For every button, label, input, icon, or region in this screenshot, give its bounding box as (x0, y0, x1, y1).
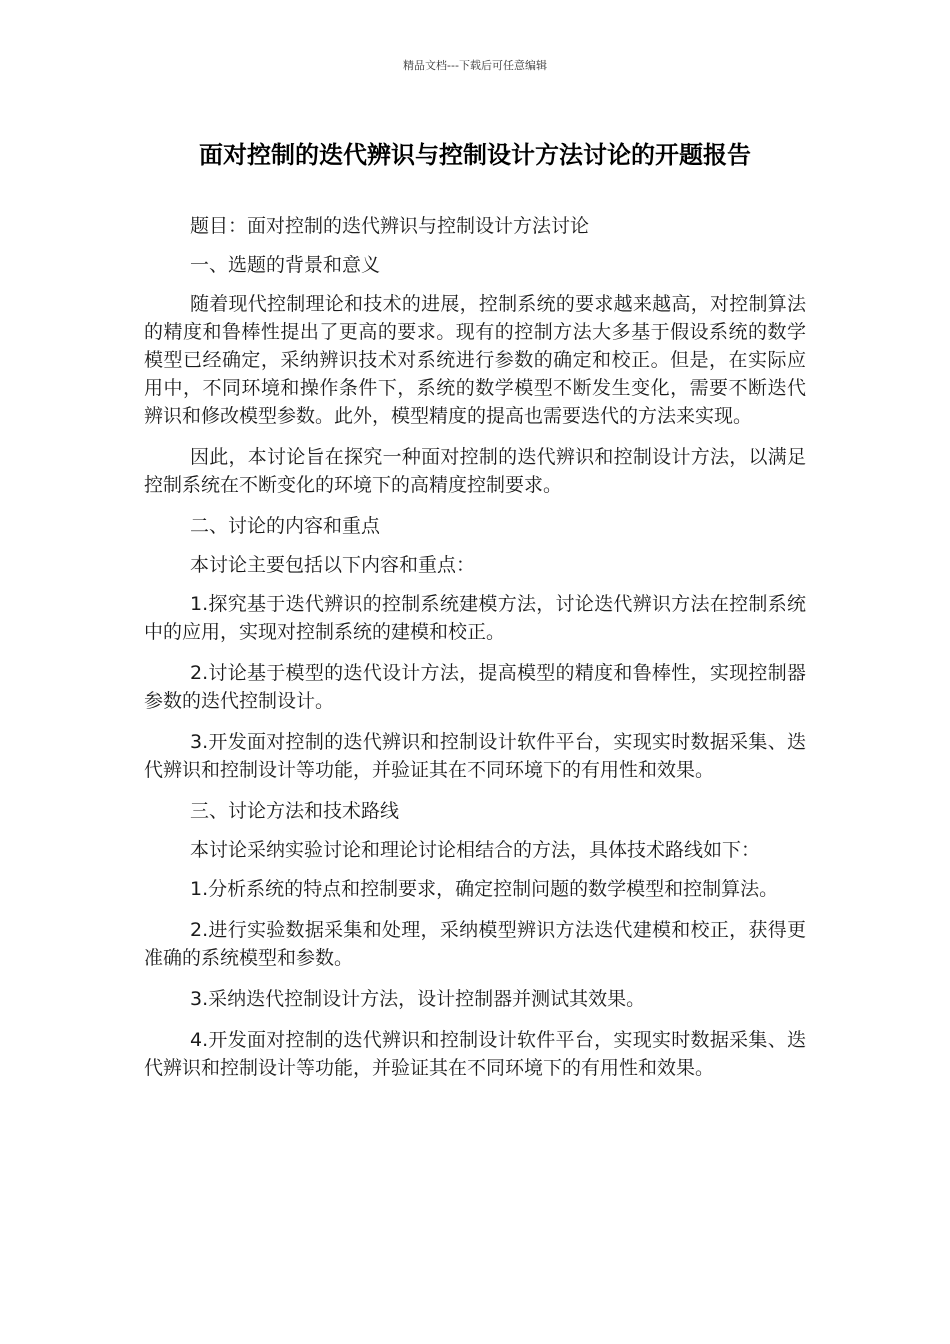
section-heading-background: 一、选题的背景和意义 (190, 254, 381, 276)
topic-line: 题目：面对控制的迭代辨识与控制设计方法讨论 (190, 215, 590, 237)
method-step-3: 3.采纳迭代控制设计方法，设计控制器并测试其效果。 (190, 988, 646, 1010)
section-heading-method: 三、讨论方法和技术路线 (190, 800, 400, 822)
method-step-4: 4.开发面对控制的迭代辨识和控制设计软件平台，实现实时数据采集、迭代辨识和控制设计等功能，并验证其在不同环境下的有用性和效果。 (144, 1029, 806, 1079)
section-heading-content: 二、讨论的内容和重点 (190, 515, 381, 537)
content-item-3: 3.开发面对控制的迭代辨识和控制设计软件平台，实现实时数据采集、迭代辨识和控制设计等功能，并验证其在不同环境下的有用性和效果。 (144, 731, 806, 781)
paragraph-method-intro: 本讨论采纳实验讨论和理论讨论相结合的方法，具体技术路线如下： (190, 839, 761, 861)
content-item-1: 1.探究基于迭代辨识的控制系统建模方法，讨论迭代辨识方法在控制系统中的应用，实现对控制系统的建模和校正。 (144, 593, 806, 643)
content-item-2: 2.讨论基于模型的迭代设计方法，提高模型的精度和鲁棒性，实现控制器参数的迭代控制设计。 (144, 662, 806, 712)
method-step-1: 1.分析系统的特点和控制要求，确定控制问题的数学模型和控制算法。 (190, 878, 779, 900)
document-title: 面对控制的迭代辨识与控制设计方法讨论的开题报告 (199, 141, 751, 169)
paragraph-purpose: 因此，本讨论旨在探究一种面对控制的迭代辨识和控制设计方法，以满足控制系统在不断变化的环境下的高精度控制要求。 (144, 446, 806, 496)
method-step-2: 2.进行实验数据采集和处理，采纳模型辨识方法迭代建模和校正，获得更准确的系统模型和参数。 (144, 919, 806, 969)
document-body (144, 212, 806, 1095)
paragraph-content-intro: 本讨论主要包括以下内容和重点： (190, 554, 476, 576)
paragraph-background: 随着现代控制理论和技术的进展，控制系统的要求越来越高，对控制算法的精度和鲁棒性提出了更高的要求。现有的控制方法大多基于假设系统的数学模型已经确定，采纳辨识技术对系统进行参数的确定和校正。但是，在实际应用中，不同环境和操作条件下，系统的数学模型不断发生变化，需要不断迭代辨识和修改模型参数。此外，模型精度的提高也需要迭代的方法来实现。 (144, 293, 806, 427)
header-note: 精品文档---下载后可任意编辑 (403, 59, 547, 72)
